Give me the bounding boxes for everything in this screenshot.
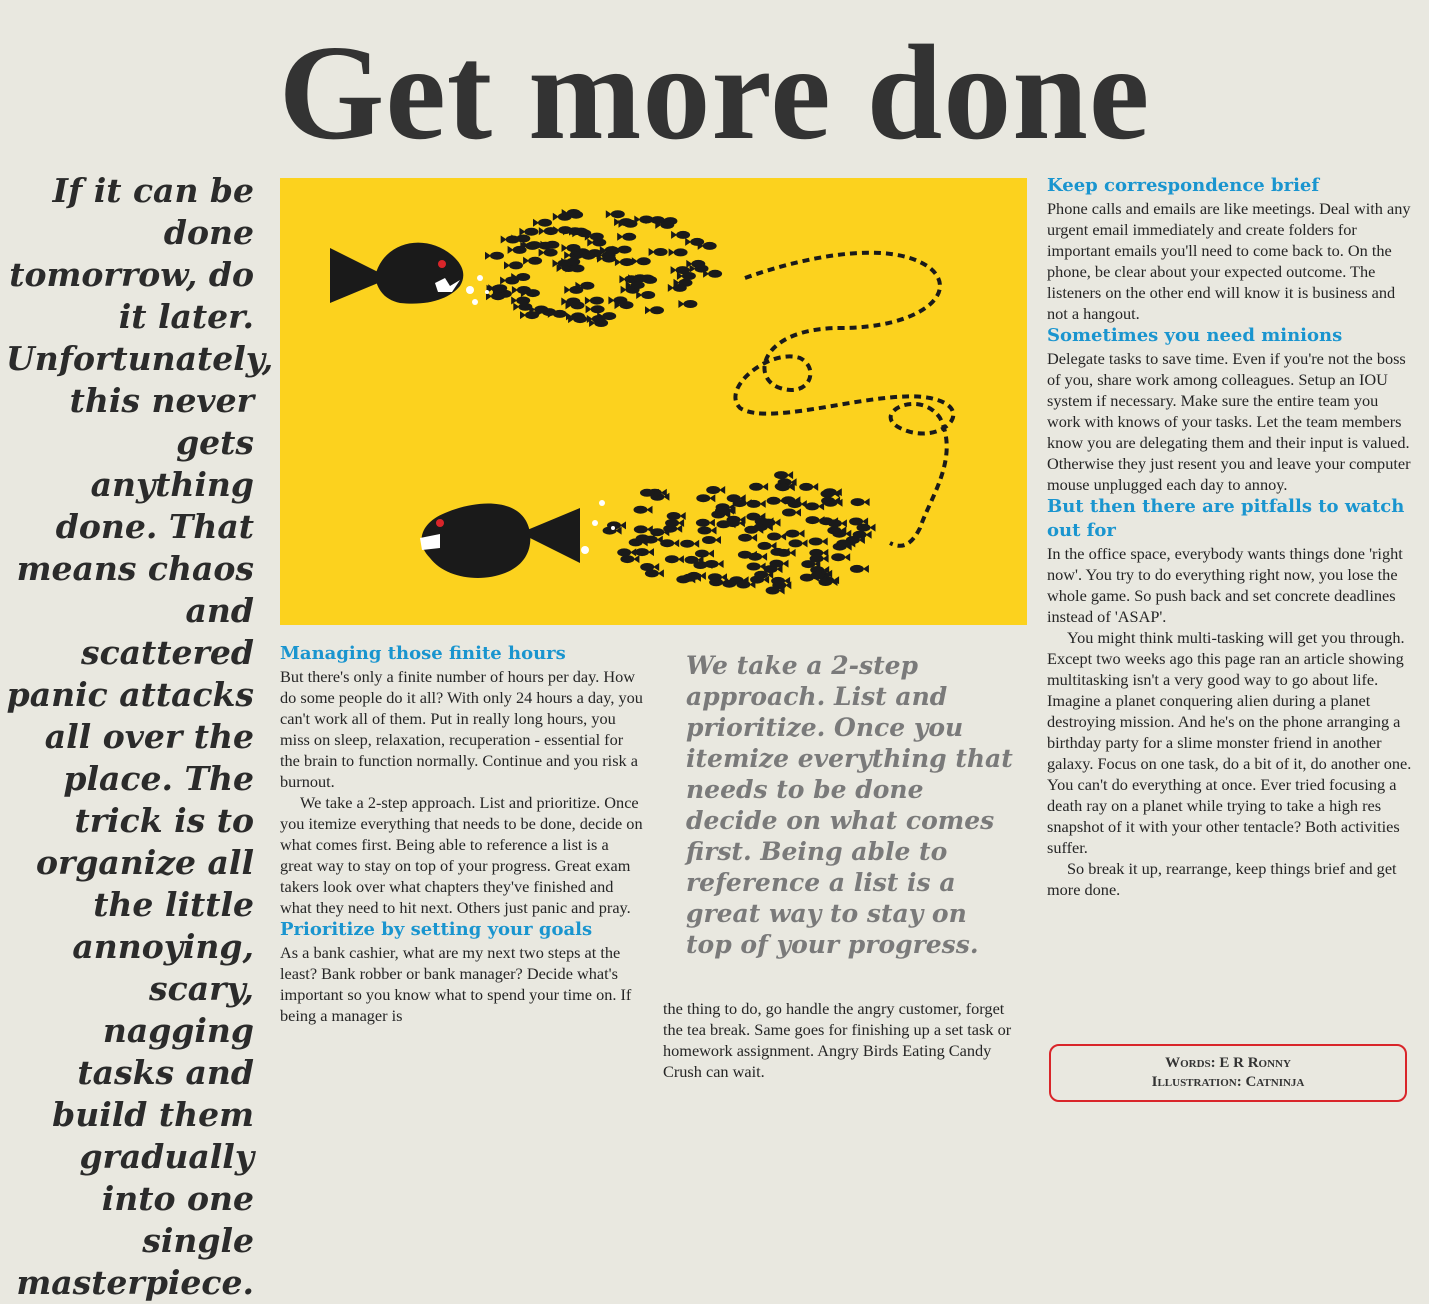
small-fish — [617, 233, 636, 241]
small-fish — [771, 577, 790, 585]
small-fish — [533, 219, 552, 227]
small-fish — [799, 483, 818, 491]
small-fish — [702, 536, 721, 544]
finite-hours-paragraph-1: But there's only a finite number of hours per day. How do some people do it all? With only 24 hours a day, you can't work all of them. Put in really long hours, you miss on sleep, relaxation, recuperation - essential for the brain to function normally. Continue and you risk a burnout. — [280, 667, 643, 791]
pitfalls-paragraph-1: In the office space, everybody wants things done 'right now'. You try to do everything right now, you lose the whole game. So push back and set concrete deadlines instead of 'ASAP'. — [1047, 544, 1403, 626]
small-fish — [606, 210, 625, 218]
pitfalls-paragraph-2: You might think multi-tasking will get you through. Except two weeks ago this page ran an article showing multitasking isn't a very good way to go about life. Imagine a planet conquering alien during a planet destroying mission. And he's on the phone arranging a birthday party for a slime monster friend in another galaxy. Focus on one task, do a bit of it, do another one. You can't do everything at once. Ever tried focusing a death ray on a planet while trying to take a high res snapshot of it with your other tentacle? Both activities suffer. — [1047, 628, 1412, 857]
small-fish — [777, 549, 796, 557]
small-fish — [738, 534, 757, 542]
column-2 — [663, 998, 1028, 1082]
goals-paragraph-1: As a bank cashier, what are my next two steps at the least? Bank robber or bank manager? Decide what's important so you know what to spend your time on. If being a manager is — [280, 943, 632, 1025]
heading-pitfalls: But then there are pitfalls to watch out for — [1047, 496, 1405, 541]
small-fish — [680, 540, 699, 548]
small-fish — [708, 573, 727, 581]
small-fish — [488, 284, 507, 292]
small-fish — [774, 471, 793, 479]
small-fish — [678, 300, 697, 308]
small-fish — [636, 291, 655, 299]
small-fish — [485, 252, 504, 260]
pull-quote-middle: We take a 2-step approach. List and prioritize. Once you itemize everything that needs to be done decide on what comes first. Being able to reference a list is a great way to stay on top of your progress. — [686, 651, 1013, 959]
fish-school-top — [485, 209, 722, 327]
small-fish — [705, 560, 724, 568]
column-1 — [280, 642, 645, 1026]
small-fish — [698, 527, 717, 535]
pitfalls-paragraph-3: So break it up, rearrange, keep things brief and get more done. — [1047, 859, 1397, 899]
small-fish — [832, 530, 851, 538]
small-fish — [851, 498, 870, 506]
small-fish — [615, 258, 634, 266]
small-fish — [668, 284, 687, 292]
small-fish — [500, 277, 519, 285]
small-fish — [667, 512, 686, 520]
small-fish — [696, 519, 715, 527]
credit-illustration: Illustration: Catninja — [1151, 1074, 1305, 1090]
small-fish — [617, 548, 636, 556]
small-fish — [486, 292, 505, 300]
headline-part-2: more — [528, 18, 832, 168]
small-fish — [634, 525, 653, 533]
finite-hours-paragraph-2: We take a 2-step approach. List and prioritize. Once you itemize everything that needs to be done, decide on what comes first. Being able to reference a list is a great way to stay on top of your progress. Great exam takers look over what chapters they've finished and what they need to hit next. Others just panic and pray. — [280, 793, 643, 917]
headline-part-3: done — [831, 18, 1151, 168]
small-fish — [501, 236, 520, 244]
fish-illustration — [280, 178, 1027, 625]
headline — [0, 18, 1429, 168]
small-fish — [585, 297, 604, 305]
big-fish-bottom — [420, 500, 615, 578]
small-fish — [696, 494, 715, 502]
small-fish — [504, 261, 523, 269]
small-fish — [850, 565, 869, 573]
small-fish — [767, 533, 786, 541]
credits-box — [1049, 1044, 1407, 1102]
small-fish — [671, 231, 690, 239]
small-fish — [539, 227, 558, 235]
small-fish — [539, 249, 558, 257]
small-fish — [747, 500, 766, 508]
small-fish — [706, 486, 725, 494]
small-fish — [562, 244, 581, 252]
small-fish — [686, 260, 705, 268]
small-fish — [649, 248, 668, 256]
heading-correspondence: Keep correspondence brief — [1047, 175, 1320, 196]
correspondence-paragraph: Phone calls and emails are like meetings. Deal with any urgent email immediately and create folders for important emails you'll need to come back to. On the phone, be clear about your expected outcome. The listeners on the other end will know it is business and not a hangout. — [1047, 199, 1411, 323]
small-fish — [782, 509, 801, 517]
small-fish — [645, 306, 664, 314]
headline-part-1: Get — [278, 18, 529, 168]
small-fish — [635, 548, 654, 556]
small-fish — [632, 257, 651, 265]
small-fish — [586, 305, 605, 313]
small-fish — [519, 228, 538, 236]
small-fish — [665, 555, 684, 563]
small-fish — [831, 553, 850, 561]
small-fish — [857, 524, 876, 532]
small-fish — [608, 296, 627, 304]
small-fish — [821, 490, 840, 498]
fish-school-bottom — [603, 471, 876, 594]
small-fish — [747, 563, 766, 571]
heading-goals: Prioritize by setting your goals — [280, 919, 593, 940]
small-fish — [809, 538, 828, 546]
small-fish — [828, 519, 847, 527]
small-fish — [511, 297, 530, 305]
small-fish — [786, 530, 805, 538]
small-fish — [749, 483, 768, 491]
credit-words: Words: E R Ronny — [1165, 1055, 1291, 1071]
small-fish — [640, 563, 659, 571]
pull-quote-left: If it can be done tomorrow, do it later. Unfortunately, this never gets anything done. That means chaos and scattered panic attacks all over the place. The trick is to organize all the little annoying, scary, nagging tasks and build them gradually into one single masterpiece. — [6, 171, 274, 1302]
minions-paragraph: Delegate tasks to save time. Even if you're not the boss of you, share work among colleagues. Setup an IOU system if necessary. Make sure the entire team you work with knows of your tasks. Let the team members know you are delegating them and their input is valued. Otherwise they just resent you and leave your computer mouse unplugged each day to annoy. — [1047, 349, 1411, 494]
small-fish — [805, 502, 824, 510]
goals-paragraph-continued: the thing to do, go handle the angry customer, forget the tea break. Same goes for finishing up a set task or homework assignment. Angry Birds Eating Candy Crush can wait. — [663, 999, 1012, 1081]
column-3 — [1047, 174, 1412, 900]
small-fish — [669, 248, 688, 256]
small-fish — [789, 539, 808, 547]
small-fish — [523, 257, 542, 265]
small-fish — [695, 550, 714, 558]
big-fish-top — [330, 243, 489, 305]
small-fish — [762, 519, 781, 527]
small-fish — [770, 560, 789, 568]
small-fish — [564, 286, 583, 294]
heading-minions: Sometimes you need minions — [1047, 325, 1343, 346]
small-fish — [634, 506, 653, 514]
small-fish — [660, 539, 679, 547]
heading-finite-hours: Managing those finite hours — [280, 643, 566, 664]
small-fish — [512, 286, 531, 294]
small-fish — [553, 259, 572, 267]
